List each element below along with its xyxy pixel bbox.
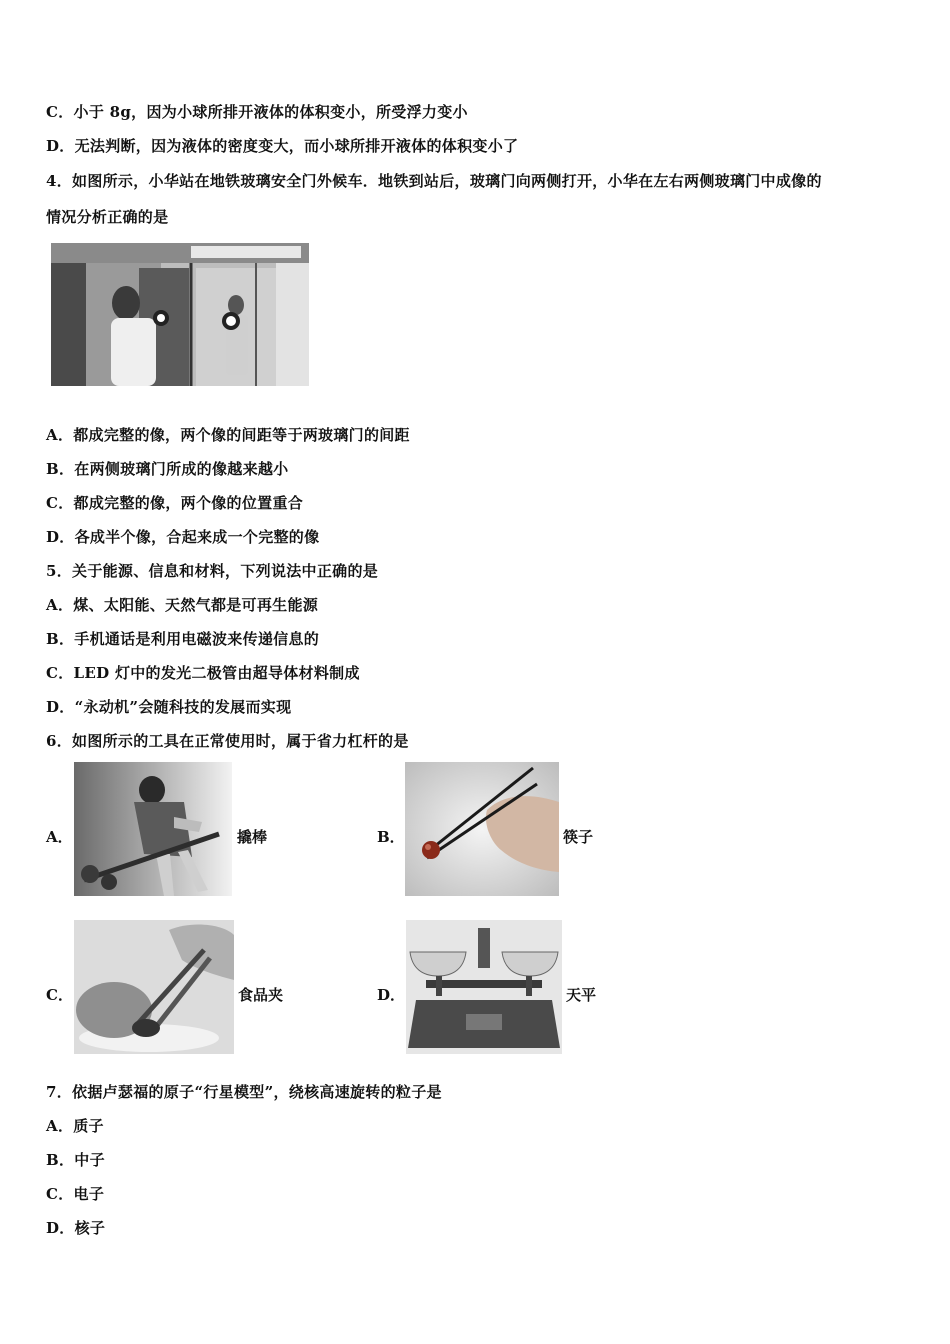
q6-option-a-label: A． [46,828,73,846]
q6-option-a-caption: 撬棒 [237,828,268,846]
q7-option-b: B．中子 [46,1151,105,1169]
q3-option-c: C．小于 8g，因为小球所排开液体的体积变小，所受浮力变小 [46,103,468,121]
q4-option-c: C．都成完整的像，两个像的位置重合 [46,494,304,512]
q4-stem-line-2: 情况分析正确的是 [46,208,169,226]
q5-stem: 5．关于能源、信息和材料，下列说法中正确的是 [46,562,379,580]
q7-option-a: A．质子 [46,1117,104,1135]
q6-option-c-caption: 食品夹 [238,986,284,1004]
q7-option-c: C．电子 [46,1185,105,1203]
q6-option-b-label: B． [377,828,405,846]
q6-stem: 6．如图所示的工具在正常使用时，属于省力杠杆的是 [46,732,409,750]
q4-option-b: B．在两侧玻璃门所成的像越来越小 [46,460,289,478]
q5-option-b: B．手机通话是利用电磁波来传递信息的 [46,630,320,648]
q4-option-a: A．都成完整的像，两个像的间距等于两玻璃门的间距 [46,426,410,444]
crowbar-photo [74,762,232,896]
q6-option-d-caption: 天平 [566,986,597,1004]
subway-glass-door-photo [51,243,309,386]
q7-stem: 7．依据卢瑟福的原子“行星模型”，绕核高速旋转的粒子是 [46,1083,442,1101]
q5-option-c: C．LED 灯中的发光二极管由超导体材料制成 [46,664,360,682]
chopsticks-photo [405,762,559,896]
q5-option-a: A．煤、太阳能、天然气都是可再生能源 [46,596,319,614]
balance-scale-photo [406,920,562,1054]
q6-option-b-caption: 筷子 [563,828,594,846]
q4-stem-line-1: 4．如图所示，小华站在地铁玻璃安全门外候车．地铁到站后，玻璃门向两侧打开，小华在左右两侧玻璃门中成像的 [46,172,822,190]
q3-option-d: D．无法判断，因为液体的密度变大，而小球所排开液体的体积变小了 [46,137,519,155]
q4-option-d: D．各成半个像，合起来成一个完整的像 [46,528,320,546]
q5-option-d: D．“永动机”会随科技的发展而实现 [46,698,292,716]
food-tongs-photo [74,920,234,1054]
q7-option-d: D．核子 [46,1219,106,1237]
q6-option-d-label: D． [377,986,406,1004]
q6-option-c-label: C． [46,986,73,1004]
